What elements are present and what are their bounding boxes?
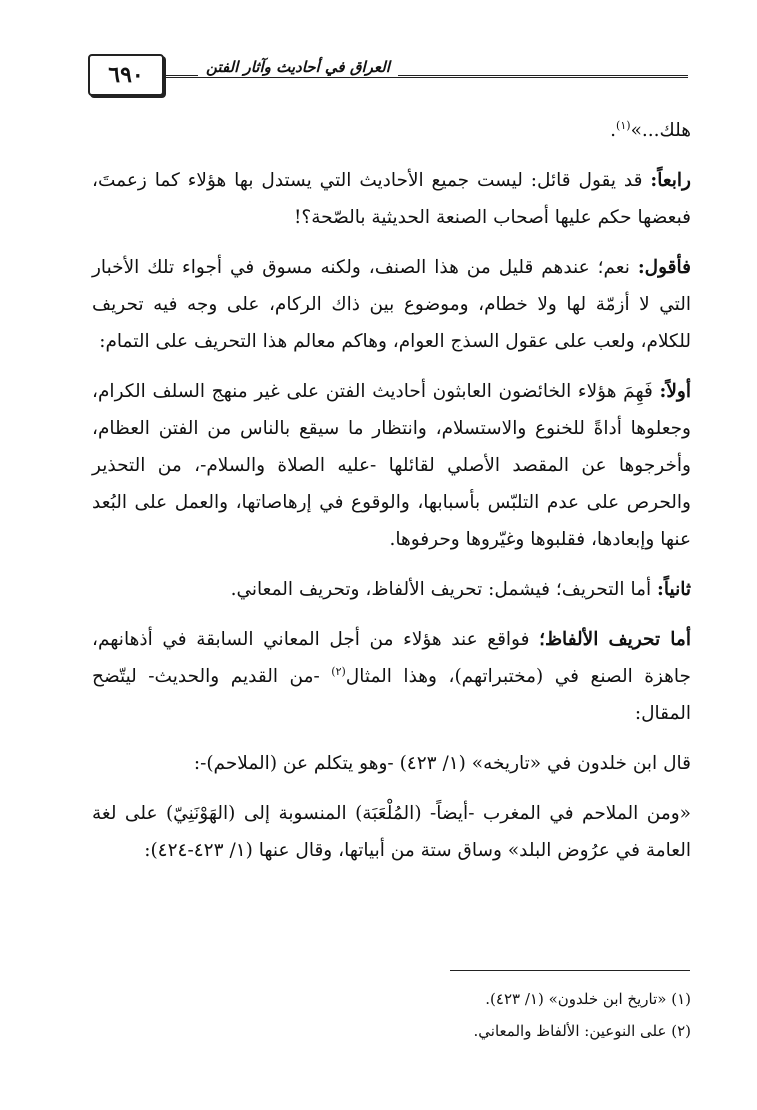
running-title: العراق في أحاديث وآثار الفتن [198,58,398,76]
paragraph-1 [92,162,691,236]
paragraph-0 [92,112,691,149]
paragraph-5-lead: أما تحريف الألفاظ؛ [539,629,691,650]
paragraph-4 [92,571,691,608]
paragraph-1-lead: رابعاً: [650,170,691,191]
paragraph-0-text: هلك...» [630,120,691,141]
main-text [92,112,691,882]
paragraph-5-text-b: -من القديم والحديث- ليتّضح المقال: [92,666,691,724]
paragraph-4-text: أما التحريف؛ فيشمل: تحريف الألفاظ، وتحريف المعاني. [230,579,658,600]
paragraph-6-text: قال ابن خلدون في «تاريخه» (١/ ٤٢٣) -وهو يتكلم عن (الملاحم)-: [193,753,691,774]
paragraph-4-lead: ثانياً: [657,579,691,600]
paragraph-3-text: فَهِمَ هؤلاء الخائضون العابثون أحاديث الفتن على غير منهج السلف الكرام، وجعلوها أداةً للخنوع والاستسلام، وانتظار ما سيقع بالناس من الفتن العظام، وأخرجوها عن المقصد الأصلي لقائلها -عليه الصلاة والسلام-، من التحذير والحرص على عدم التلبّس بأسبابها، والوقوع في إرهاصاتها، والعمل على البُعد عنها وإبعادها، فقلبوها وغيّروها وحرفوها. [92,381,691,550]
paragraph-5-text-a: فواقع عند هؤلاء من أجل المعاني السابقة في أذهانهم، جاهزة الصنع في (مختبراتهم)، وهذا المثال [92,629,691,687]
footnote-separator [450,970,690,971]
paragraph-2-lead: فأقول: [637,257,691,278]
paragraph-3 [92,373,691,558]
footnotes [92,983,691,1047]
paragraph-7-text: «ومن الملاحم في المغرب -أيضاً- (المُلْعَبَة) المنسوبة إلى (الهَوْنَنِيّ) على لغة العامة في عرُوض البلد» وساق ستة من أبياتها، وقال عنها (١/ ٤٢٣-٤٢٤): [92,803,691,861]
footnote-ref-1: (١) [616,118,631,132]
page-header [88,52,688,98]
paragraph-1-text: قد يقول قائل: ليست جميع الأحاديث التي يستدل بها هؤلاء كما زعمتَ، فبعضها حكم عليها أصحاب الصنعة الحديثية بالصّحة؟! [92,170,691,228]
paragraph-2-text: نعم؛ عندهم قليل من هذا الصنف، ولكنه مسوق في أجواء تلك الأخبار التي لا أزمّة لها ولا خطام، وموضوع بين ذاك الركام، على وجه فيه تحريف للكلام، ولعب على عقول السذج العوام، وهاكم معالم هذا التحريف على التمام: [92,257,691,352]
paragraph-2 [92,249,691,360]
paragraph-5 [92,621,691,732]
footnote-1: (١) «تاريخ ابن خلدون» (١/ ٤٢٣). [485,990,691,1008]
paragraph-3-lead: أولاً: [659,381,691,402]
page-number: ٦٩٠ [108,62,144,88]
paragraph-6 [92,745,691,782]
footnote-ref-2: (٢) [331,664,346,678]
page-number-box [88,54,164,96]
paragraph-7 [92,795,691,869]
footnote-2: (٢) على النوعين: الألفاظ والمعاني. [473,1022,691,1040]
paragraph-0-tail: . [610,120,617,141]
